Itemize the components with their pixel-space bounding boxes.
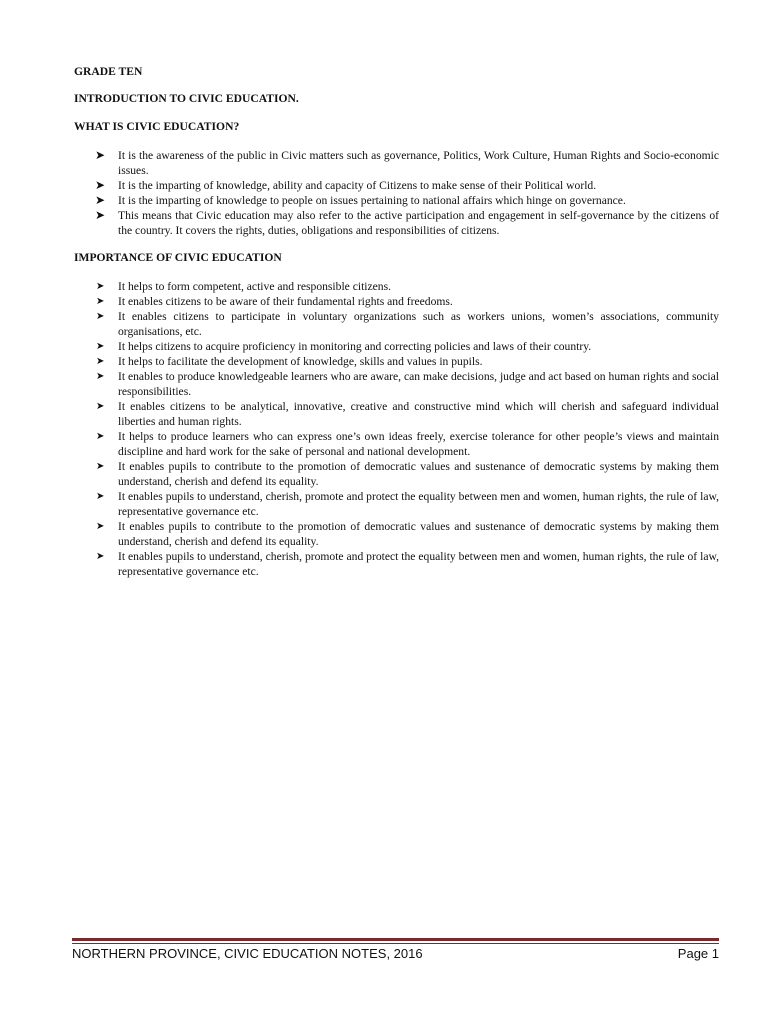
list-item: ➤ It enables citizens to be analytical, innovative, creative and constructive mind which will cherish and safeguard individual liberties and human rights. xyxy=(96,400,719,428)
arrow-bullet-icon: ➤ xyxy=(96,491,105,502)
arrow-bullet-icon: ➤ xyxy=(96,461,105,472)
importance-heading: IMPORTANCE OF CIVIC EDUCATION xyxy=(74,251,282,264)
list-item: ➤ It is the imparting of knowledge to people on issues pertaining to national affairs which hinge on governance. xyxy=(95,193,626,207)
list-item: ➤ It helps to form competent, active and responsible citizens. xyxy=(96,280,392,293)
list-item: ➤ It helps to facilitate the development of knowledge, skills and values in pupils. xyxy=(96,355,483,368)
list-item: ➤ It enables pupils to understand, cherish, promote and protect the equality between men and women, human rights, the rule of law, representative governance etc. xyxy=(96,550,719,578)
what-list xyxy=(74,148,719,238)
intro-heading: INTRODUCTION TO CIVIC EDUCATION. xyxy=(74,92,299,105)
what-heading: WHAT IS CIVIC EDUCATION? xyxy=(74,120,240,133)
list-item: ➤ It helps to produce learners who can express one’s own ideas freely, exercise tolerance for other people’s views and maintain discipline and hard work for the sake of personal and national development. xyxy=(96,430,719,458)
footer-divider xyxy=(72,938,719,941)
list-item: ➤ It enables citizens to be aware of their fundamental rights and freedoms. xyxy=(96,295,453,308)
list-item: ➤ This means that Civic education may also refer to the active participation and engagement in self-governance by the citizens of the country. It covers the rights, duties, obligations and responsibilities of citizens. xyxy=(95,208,719,237)
list-item: ➤ It enables pupils to understand, cherish, promote and protect the equality between men and women, human rights, the rule of law, representative governance etc. xyxy=(96,490,719,518)
footer-title: NORTHERN PROVINCE, CIVIC EDUCATION NOTES, 2016 xyxy=(72,946,423,961)
list-item: ➤ It enables pupils to contribute to the promotion of democratic values and sustenance of democratic systems by making them understand, cherish and defend its equality. xyxy=(96,460,719,488)
list-item: ➤ It is the imparting of knowledge, ability and capacity of Citizens to make sense of their Political world. xyxy=(95,178,597,192)
arrow-bullet-icon: ➤ xyxy=(96,281,105,292)
list-item: ➤ It enables citizens to participate in voluntary organizations such as workers unions, women’s associations, community organisations, etc. xyxy=(96,310,719,338)
arrow-bullet-icon: ➤ xyxy=(96,341,105,352)
arrow-bullet-icon: ➤ xyxy=(96,521,105,532)
arrow-bullet-icon: ➤ xyxy=(95,208,106,222)
arrow-bullet-icon: ➤ xyxy=(95,178,106,192)
arrow-bullet-icon: ➤ xyxy=(96,311,105,322)
arrow-bullet-icon: ➤ xyxy=(96,356,105,367)
arrow-bullet-icon: ➤ xyxy=(96,431,105,442)
list-item: ➤ It is the awareness of the public in Civic matters such as governance, Politics, Work Culture, Human Rights and Socio-economic issues. xyxy=(95,148,719,177)
arrow-bullet-icon: ➤ xyxy=(95,193,106,207)
list-item: ➤ It enables pupils to contribute to the promotion of democratic values and sustenance of democratic systems by making them understand, cherish and defend its equality. xyxy=(96,520,719,548)
arrow-bullet-icon: ➤ xyxy=(96,371,105,382)
page-number: Page 1 xyxy=(677,946,719,961)
arrow-bullet-icon: ➤ xyxy=(95,148,106,162)
list-item: ➤ It helps citizens to acquire proficiency in monitoring and correcting policies and laws of their country. xyxy=(96,340,592,353)
grade-heading: GRADE TEN xyxy=(74,65,143,78)
list-item: ➤ It enables to produce knowledgeable learners who are aware, can make decisions, judge and act based on human rights and social responsibilities. xyxy=(96,370,719,398)
arrow-bullet-icon: ➤ xyxy=(96,401,105,412)
importance-list xyxy=(74,279,719,579)
footer-divider-thin xyxy=(72,943,719,944)
arrow-bullet-icon: ➤ xyxy=(96,551,105,562)
arrow-bullet-icon: ➤ xyxy=(96,296,105,307)
